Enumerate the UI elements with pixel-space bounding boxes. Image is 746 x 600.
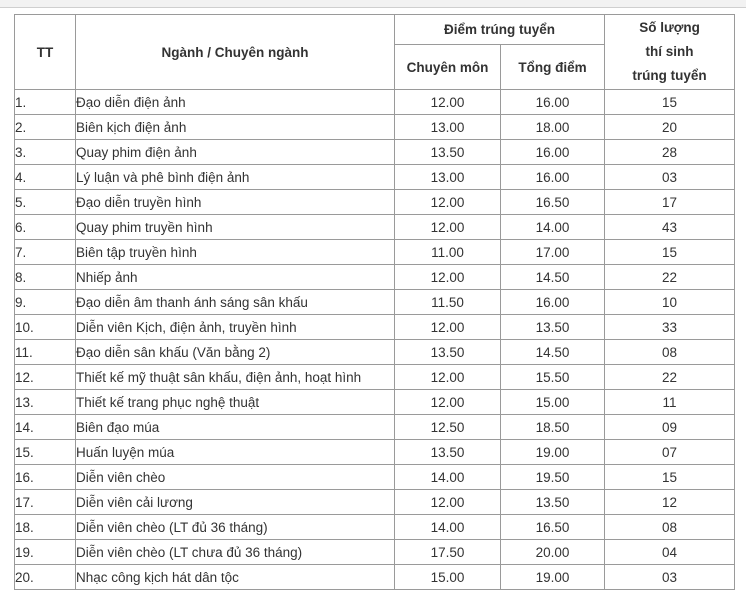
cell-admitted-count: 03 (605, 565, 735, 590)
header-count-line3: trúng tuyển (632, 68, 707, 83)
table-row (15, 490, 735, 515)
header-score-group: Điểm trúng tuyển (395, 15, 605, 45)
cell-admitted-count: 33 (605, 315, 735, 340)
cell-total-score: 16.00 (501, 140, 605, 165)
table-row (15, 515, 735, 540)
cell-total-score: 14.50 (501, 265, 605, 290)
cell-tt: 19. (15, 540, 76, 565)
cell-admitted-count: 12 (605, 490, 735, 515)
cell-total-score: 16.00 (501, 290, 605, 315)
cell-tt: 13. (15, 390, 76, 415)
cell-specialty-score: 13.50 (395, 440, 501, 465)
table-row (15, 465, 735, 490)
cell-major: Huấn luyện múa (76, 440, 395, 465)
header-tt: TT (15, 15, 76, 90)
cell-major: Diễn viên Kịch, điện ảnh, truyền hình (76, 315, 395, 340)
header-total: Tổng điểm (501, 45, 605, 90)
cell-admitted-count: 15 (605, 90, 735, 115)
cell-specialty-score: 13.00 (395, 165, 501, 190)
cell-admitted-count: 08 (605, 340, 735, 365)
cell-admitted-count: 15 (605, 240, 735, 265)
header-count (605, 15, 735, 90)
cell-tt: 16. (15, 465, 76, 490)
header-specialty: Chuyên môn (395, 45, 501, 90)
cell-tt: 17. (15, 490, 76, 515)
table-row (15, 315, 735, 340)
cell-specialty-score: 12.00 (395, 265, 501, 290)
cell-total-score: 16.50 (501, 515, 605, 540)
cell-admitted-count: 20 (605, 115, 735, 140)
cell-total-score: 16.00 (501, 165, 605, 190)
top-border (0, 0, 746, 8)
cell-specialty-score: 12.00 (395, 190, 501, 215)
cell-specialty-score: 14.00 (395, 465, 501, 490)
cell-total-score: 16.00 (501, 90, 605, 115)
header-count-line2: thí sinh (645, 44, 694, 59)
admission-scores-table (14, 14, 735, 590)
table-row (15, 440, 735, 465)
cell-tt: 14. (15, 415, 76, 440)
cell-tt: 6. (15, 215, 76, 240)
cell-major: Đạo diễn điện ảnh (76, 90, 395, 115)
table-row (15, 265, 735, 290)
cell-tt: 7. (15, 240, 76, 265)
cell-tt: 12. (15, 365, 76, 390)
cell-tt: 1. (15, 90, 76, 115)
cell-total-score: 19.00 (501, 440, 605, 465)
cell-specialty-score: 12.00 (395, 215, 501, 240)
table-row (15, 140, 735, 165)
cell-major: Lý luận và phê bình điện ảnh (76, 165, 395, 190)
cell-major: Diễn viên cải lương (76, 490, 395, 515)
cell-admitted-count: 28 (605, 140, 735, 165)
cell-specialty-score: 12.00 (395, 90, 501, 115)
table-row (15, 90, 735, 115)
cell-specialty-score: 12.00 (395, 390, 501, 415)
cell-specialty-score: 13.50 (395, 340, 501, 365)
cell-tt: 2. (15, 115, 76, 140)
cell-specialty-score: 12.00 (395, 315, 501, 340)
cell-total-score: 19.00 (501, 565, 605, 590)
cell-total-score: 14.50 (501, 340, 605, 365)
cell-specialty-score: 12.00 (395, 490, 501, 515)
cell-major: Biên tập truyền hình (76, 240, 395, 265)
cell-tt: 4. (15, 165, 76, 190)
cell-tt: 15. (15, 440, 76, 465)
cell-major: Đạo diễn truyền hình (76, 190, 395, 215)
table-row (15, 190, 735, 215)
header-row-top (15, 15, 735, 45)
cell-admitted-count: 43 (605, 215, 735, 240)
cell-specialty-score: 17.50 (395, 540, 501, 565)
table-row (15, 565, 735, 590)
cell-major: Nhiếp ảnh (76, 265, 395, 290)
cell-tt: 11. (15, 340, 76, 365)
cell-specialty-score: 12.00 (395, 365, 501, 390)
cell-admitted-count: 17 (605, 190, 735, 215)
cell-major: Diễn viên chèo (76, 465, 395, 490)
cell-total-score: 20.00 (501, 540, 605, 565)
cell-specialty-score: 11.50 (395, 290, 501, 315)
cell-specialty-score: 15.00 (395, 565, 501, 590)
cell-admitted-count: 15 (605, 465, 735, 490)
table-row (15, 115, 735, 140)
cell-specialty-score: 13.50 (395, 140, 501, 165)
cell-total-score: 19.50 (501, 465, 605, 490)
cell-total-score: 18.50 (501, 415, 605, 440)
cell-major: Diễn viên chèo (LT chưa đủ 36 tháng) (76, 540, 395, 565)
cell-total-score: 16.50 (501, 190, 605, 215)
cell-tt: 9. (15, 290, 76, 315)
cell-tt: 20. (15, 565, 76, 590)
cell-admitted-count: 03 (605, 165, 735, 190)
cell-total-score: 13.50 (501, 315, 605, 340)
cell-admitted-count: 08 (605, 515, 735, 540)
table-row (15, 290, 735, 315)
header-major: Ngành / Chuyên ngành (76, 15, 395, 90)
cell-tt: 8. (15, 265, 76, 290)
cell-total-score: 18.00 (501, 115, 605, 140)
cell-major: Đạo diễn âm thanh ánh sáng sân khấu (76, 290, 395, 315)
cell-total-score: 15.00 (501, 390, 605, 415)
cell-major: Diễn viên chèo (LT đủ 36 tháng) (76, 515, 395, 540)
cell-tt: 5. (15, 190, 76, 215)
cell-specialty-score: 11.00 (395, 240, 501, 265)
table-row (15, 415, 735, 440)
cell-tt: 3. (15, 140, 76, 165)
table-row (15, 215, 735, 240)
cell-major: Thiết kế mỹ thuật sân khấu, điện ảnh, hoạt hình (76, 365, 395, 390)
table-row (15, 390, 735, 415)
cell-major: Quay phim truyền hình (76, 215, 395, 240)
cell-major: Thiết kế trang phục nghệ thuật (76, 390, 395, 415)
cell-admitted-count: 10 (605, 290, 735, 315)
cell-major: Biên kịch điện ảnh (76, 115, 395, 140)
cell-admitted-count: 07 (605, 440, 735, 465)
cell-total-score: 15.50 (501, 365, 605, 390)
cell-tt: 10. (15, 315, 76, 340)
cell-admitted-count: 11 (605, 390, 735, 415)
cell-total-score: 14.00 (501, 215, 605, 240)
cell-total-score: 17.00 (501, 240, 605, 265)
table-row (15, 240, 735, 265)
cell-total-score: 13.50 (501, 490, 605, 515)
cell-admitted-count: 22 (605, 265, 735, 290)
cell-specialty-score: 13.00 (395, 115, 501, 140)
cell-major: Biên đạo múa (76, 415, 395, 440)
cell-specialty-score: 12.50 (395, 415, 501, 440)
cell-major: Quay phim điện ảnh (76, 140, 395, 165)
table-row (15, 165, 735, 190)
cell-admitted-count: 04 (605, 540, 735, 565)
table-row (15, 340, 735, 365)
table-row (15, 365, 735, 390)
cell-major: Đạo diễn sân khấu (Văn bằng 2) (76, 340, 395, 365)
cell-major: Nhạc công kịch hát dân tộc (76, 565, 395, 590)
header-count-line1: Số lượng (639, 20, 700, 35)
cell-specialty-score: 14.00 (395, 515, 501, 540)
cell-admitted-count: 09 (605, 415, 735, 440)
cell-tt: 18. (15, 515, 76, 540)
table-row (15, 540, 735, 565)
cell-admitted-count: 22 (605, 365, 735, 390)
